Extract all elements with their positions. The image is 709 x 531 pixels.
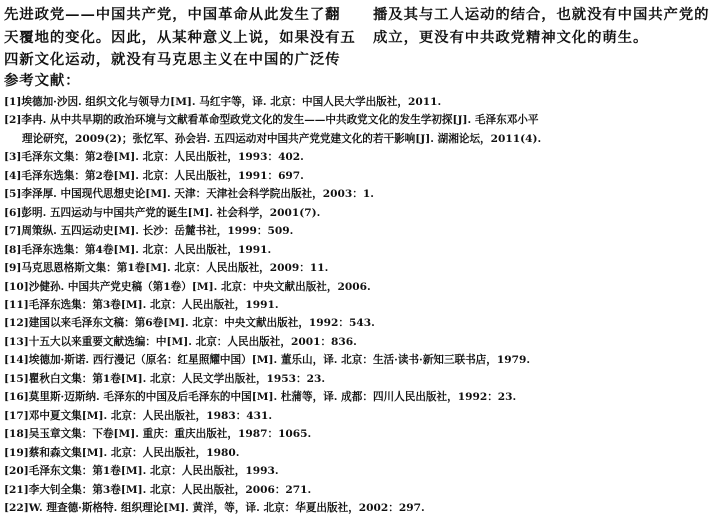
- body-text-line: 播及其与工人运动的结合，也就没有中国共产党的: [373, 6, 709, 23]
- body-text-line: 四新文化运动，就没有马克思主义在中国的广泛传: [4, 51, 341, 68]
- body-text-line: 先进政党——中国共产党，中国革命从此发生了翻: [4, 6, 341, 23]
- references-heading: 参考文献：: [4, 72, 81, 89]
- body-text-left-column: [4, 4, 356, 72]
- body-text-right-column: [373, 4, 709, 49]
- body-text-line: 成立，更没有中共政党精神文化的萌生。: [373, 28, 649, 46]
- reference-item: [8]毛泽东选集：第4卷[M]. 北京：人民出版社，1991.: [4, 243, 272, 256]
- reference-item: [7]周策纵. 五四运动史[M]. 长沙：岳麓书社，1999：509.: [4, 225, 294, 238]
- reference-item: [15]瞿秋白文集：第1卷[M]. 北京：人民文学出版社，1953：23.: [4, 372, 326, 385]
- reference-item-line: [2]李冉. 从中共早期的政治环境与文献看革命型政党文化的发生——中共政党文化的发生学初探[J]. 毛泽东邓小平: [4, 114, 539, 127]
- reference-item: [5]李泽厚. 中国现代思想史论[M]. 天津：天津社会科学院出版社，2003：1.: [4, 188, 374, 201]
- reference-item: [3]毛泽东文集：第2卷[M]. 北京：人民出版社，1993：402.: [4, 151, 304, 164]
- references-list: [4, 93, 648, 517]
- reference-item: [9]马克思恩格斯文集：第1卷[M]. 北京：人民出版社，2009：11.: [4, 262, 329, 275]
- reference-item-continuation: 理论研究，2009(2)；张忆军、孙会岩. 五四运动对中国共产党党建文化的若干影响[J]. 湖湘论坛，2011(4).: [22, 132, 542, 145]
- reference-item: [14]埃德加·斯诺. 西行漫记（原名：红星照耀中国）[M]. 董乐山，译. 北京：生活·读书·新知三联书店，1979.: [4, 354, 531, 367]
- reference-item: [17]邓中夏文集[M]. 北京：人民出版社，1983：431.: [4, 409, 273, 422]
- reference-item: [1]埃德加·沙因. 组织文化与领导力[M]. 马红宇等，译. 北京：中国人民大学出版社，2011.: [4, 96, 442, 108]
- reference-item: [4]毛泽东选集：第2卷[M]. 北京：人民出版社，1991：697.: [4, 169, 304, 182]
- reference-item: [18]吴玉章文集：下卷[M]. 重庆：重庆出版社，1987：1065.: [4, 428, 312, 441]
- reference-item: [12]建国以来毛泽东文稿：第6卷[M]. 北京：中央文献出版社，1992：543.: [4, 317, 375, 330]
- reference-item: [6]彭明. 五四运动与中国共产党的诞生[M]. 社会科学，2001(7).: [4, 206, 321, 219]
- reference-item: [19]蔡和森文集[M]. 北京：人民出版社，1980.: [4, 446, 240, 459]
- body-text-line: 天覆地的变化。因此，从某种意义上说，如果没有五: [4, 28, 356, 46]
- reference-item: [22]W. 理查德·斯格特. 组织理论[M]. 黄洋，等，译. 北京：华夏出版社，2002：297.: [4, 501, 425, 514]
- reference-item: [21]李大钊全集：第3卷[M]. 北京：人民出版社，2006：271.: [4, 483, 312, 496]
- reference-item: [20]毛泽东文集：第1卷[M]. 北京：人民出版社，1993.: [4, 465, 279, 478]
- reference-item: [4, 111, 648, 148]
- reference-item: [13]十五大以来重要文献选编：中[M]. 北京：人民出版社，2001：836.: [4, 335, 357, 348]
- reference-item: [10]沙健孙. 中国共产党史稿（第1卷）[M]. 北京：中央文献出版社，2006.: [4, 280, 371, 293]
- reference-item: [11]毛泽东选集：第3卷[M]. 北京：人民出版社，1991.: [4, 298, 279, 311]
- reference-item: [16]莫里斯·迈斯纳. 毛泽东的中国及后毛泽东的中国[M]. 杜蒲等，译. 成都：四川人民出版社，1992：23.: [4, 391, 517, 404]
